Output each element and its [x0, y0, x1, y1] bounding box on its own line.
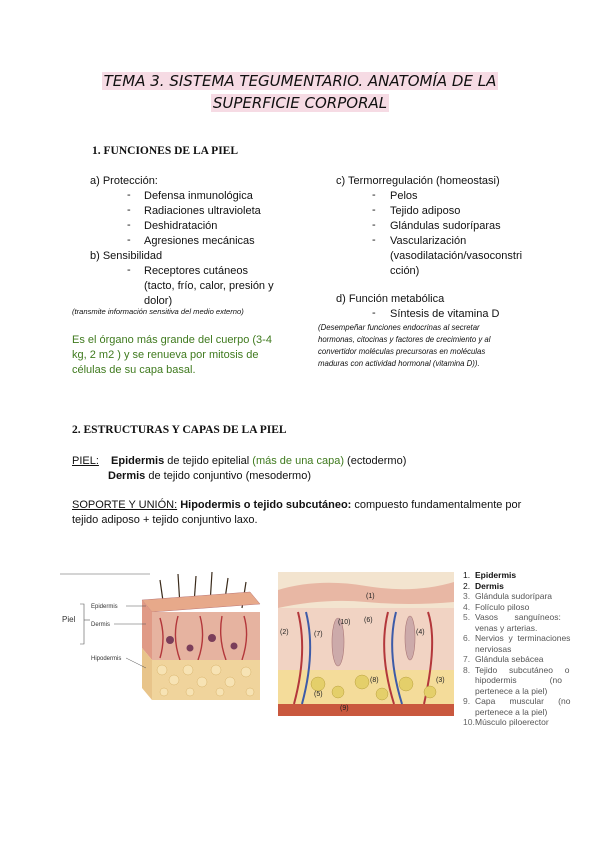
fig-label-10: (10): [338, 619, 351, 626]
label-dermis: Dermis: [91, 622, 110, 628]
dermis-desc: de tejido conjuntivo (mesodermo): [145, 470, 311, 482]
page-title: [60, 70, 540, 114]
legend-number: [463, 623, 475, 634]
green-note-line: kg, 2 m2 ) y se renueva por mitosis de: [72, 349, 259, 361]
hipodermis-desc: compuesto fundamentalmente por: [351, 499, 522, 511]
figure-legend: [463, 570, 583, 728]
legend-number: 8.: [463, 664, 471, 675]
dash: -: [372, 307, 376, 319]
c-item: Pelos: [390, 190, 418, 202]
legend-row: [463, 707, 583, 718]
d-note-line: maduras con actividad hormonal (vitamina D)).: [318, 359, 480, 368]
dash: -: [127, 204, 131, 216]
fig-label-1: (1): [366, 593, 375, 600]
dash: -: [127, 264, 131, 276]
piel-label: PIEL:: [72, 455, 99, 467]
legend-number: 3.: [463, 591, 471, 601]
hipodermis-term: Hipodermis o tejido subcutáneo:: [177, 499, 352, 511]
legend-number: [463, 686, 475, 697]
legend-text: venas y arterias.: [475, 622, 538, 633]
dash: -: [372, 219, 376, 231]
fig-label-3: (3): [436, 677, 445, 684]
legend-row: [463, 675, 583, 686]
item-c-label: c) Termorregulación (homeostasi): [336, 175, 500, 187]
b-item-line: (tacto, frío, calor, presión y: [144, 280, 274, 292]
legend-row: [463, 602, 583, 613]
a-item: Radiaciones ultravioleta: [144, 205, 261, 217]
legend-number: [463, 675, 475, 686]
label-piel: Piel: [62, 615, 76, 624]
legend-text: Nervios y terminaciones: [475, 633, 571, 643]
a-item: Defensa inmunológica: [144, 190, 253, 202]
legend-row: [463, 591, 583, 602]
d-note-line: convertidor moléculas precursoras en moléculas: [318, 347, 486, 356]
legend-text: Folículo piloso: [475, 601, 530, 612]
c-item: Vascularización: [390, 235, 467, 247]
legend-row: [463, 570, 583, 581]
legend-row: [463, 696, 583, 707]
skin-cross-section-figure: [278, 572, 454, 716]
dash: -: [372, 234, 376, 246]
dash: -: [127, 189, 131, 201]
legend-row: [463, 686, 583, 697]
legend-row: [463, 581, 583, 592]
a-item: Deshidratación: [144, 220, 218, 232]
fig-label-7: (7): [314, 631, 323, 638]
green-note-line: células de su capa basal.: [72, 364, 196, 376]
legend-row: [463, 665, 583, 676]
dash: -: [127, 234, 131, 246]
fig-label-2: (2): [280, 629, 289, 636]
legend-number: 4.: [463, 601, 471, 612]
legend-text: hipodermis (no: [475, 675, 562, 685]
c-item-extra: cción): [390, 265, 420, 277]
legend-number: 2.: [463, 580, 471, 591]
legend-text: Glándula sudorípara: [475, 591, 553, 601]
epidermis-term: Epidermis: [111, 455, 165, 467]
legend-text: Músculo piloerector: [475, 717, 549, 727]
legend-row: [463, 717, 583, 728]
label-epidermis: Epidermis: [91, 604, 118, 610]
label-hipodermis: Hipodermis: [91, 656, 122, 662]
item-b-label: b) Sensibilidad: [90, 250, 163, 262]
piel-bracket: [80, 604, 84, 644]
legend-text: nerviosas: [475, 643, 512, 654]
dermis-line: [108, 469, 311, 484]
b-item-line: dolor): [144, 295, 173, 307]
legend-row: [463, 623, 583, 634]
legend-number: [463, 644, 475, 655]
legend-row: [463, 612, 583, 623]
hipodermis-line-2: tejido adiposo + tejido conjuntivo laxo.: [72, 514, 258, 526]
muscle-band: [278, 704, 454, 716]
legend-text: Capa muscular (no: [475, 696, 571, 706]
epidermis-green: (más de una capa): [252, 455, 344, 467]
section-2-heading: 2. ESTRUCTURAS Y CAPAS DE LA PIEL: [72, 424, 287, 436]
legend-number: 10.: [463, 717, 475, 727]
legend-text: Dermis: [475, 580, 504, 591]
dash: -: [127, 219, 131, 231]
c-item: Tejido adiposo: [390, 205, 461, 217]
title-line-2: SUPERFICIE CORPORAL: [212, 94, 388, 112]
item-d-label: d) Función metabólica: [336, 293, 445, 305]
d-note-line: hormonas, citocinas y factores de crecimiento y al: [318, 335, 491, 344]
legend-row: [463, 644, 583, 655]
legend-row: [463, 654, 583, 665]
skin-layers-figure: [60, 568, 270, 718]
legend-text: Epidermis: [475, 570, 517, 580]
c-item: Glándulas sudoríparas: [390, 220, 501, 232]
legend-number: 1.: [463, 570, 471, 580]
green-note-line: Es el órgano más grande del cuerpo (3-4: [72, 334, 272, 346]
dash: -: [372, 204, 376, 216]
section-1-heading: 1. FUNCIONES DE LA PIEL: [92, 145, 239, 157]
legend-text: Glándula sebácea: [475, 654, 544, 664]
soporte-label: SOPORTE Y UNIÓN:: [72, 499, 178, 511]
legend-row: [463, 633, 583, 644]
fig-label-9: (9): [340, 705, 349, 712]
fig-label-4: (4): [416, 629, 425, 636]
fig-label-5: (5): [314, 691, 323, 698]
soporte-line: [72, 498, 521, 513]
item-a-label: a) Protección:: [90, 175, 158, 187]
piel-line: [72, 454, 406, 469]
fig-label-6: (6): [364, 617, 373, 624]
d-item: Síntesis de vitamina D: [390, 308, 500, 320]
c-item-extra: (vasodilatación/vasoconstri: [390, 250, 523, 262]
title-line-1: TEMA 3. SISTEMA TEGUMENTARIO. ANATOMÍA DE LA: [103, 72, 497, 90]
legend-number: 6.: [463, 633, 471, 643]
epidermis-end: (ectodermo): [344, 455, 407, 467]
legend-text: pertenece a la piel): [475, 685, 548, 696]
a-item: Agresiones mecánicas: [144, 235, 255, 247]
legend-number: [463, 707, 475, 718]
legend-text: pertenece a la piel): [475, 706, 548, 717]
fig-label-8: (8): [370, 677, 379, 684]
dermis-term: Dermis: [108, 470, 146, 482]
legend-number: 5.: [463, 612, 471, 622]
legend-number: 7.: [463, 654, 471, 664]
d-note-line: (Desempeñar funciones endocrinas al secretar: [318, 323, 480, 332]
legend-text: Vasos sanguíneos:: [475, 612, 561, 622]
epidermis-layer: [142, 592, 260, 612]
b-item-line: Receptores cutáneos: [144, 265, 248, 277]
b-note: (transmite información sensitiva del medio externo): [72, 307, 244, 316]
legend-number: 9.: [463, 696, 471, 706]
legend-text: Tejido subcutáneo o: [475, 664, 570, 675]
dash: -: [372, 189, 376, 201]
epidermis-desc: de tejido epitelial: [164, 455, 253, 467]
